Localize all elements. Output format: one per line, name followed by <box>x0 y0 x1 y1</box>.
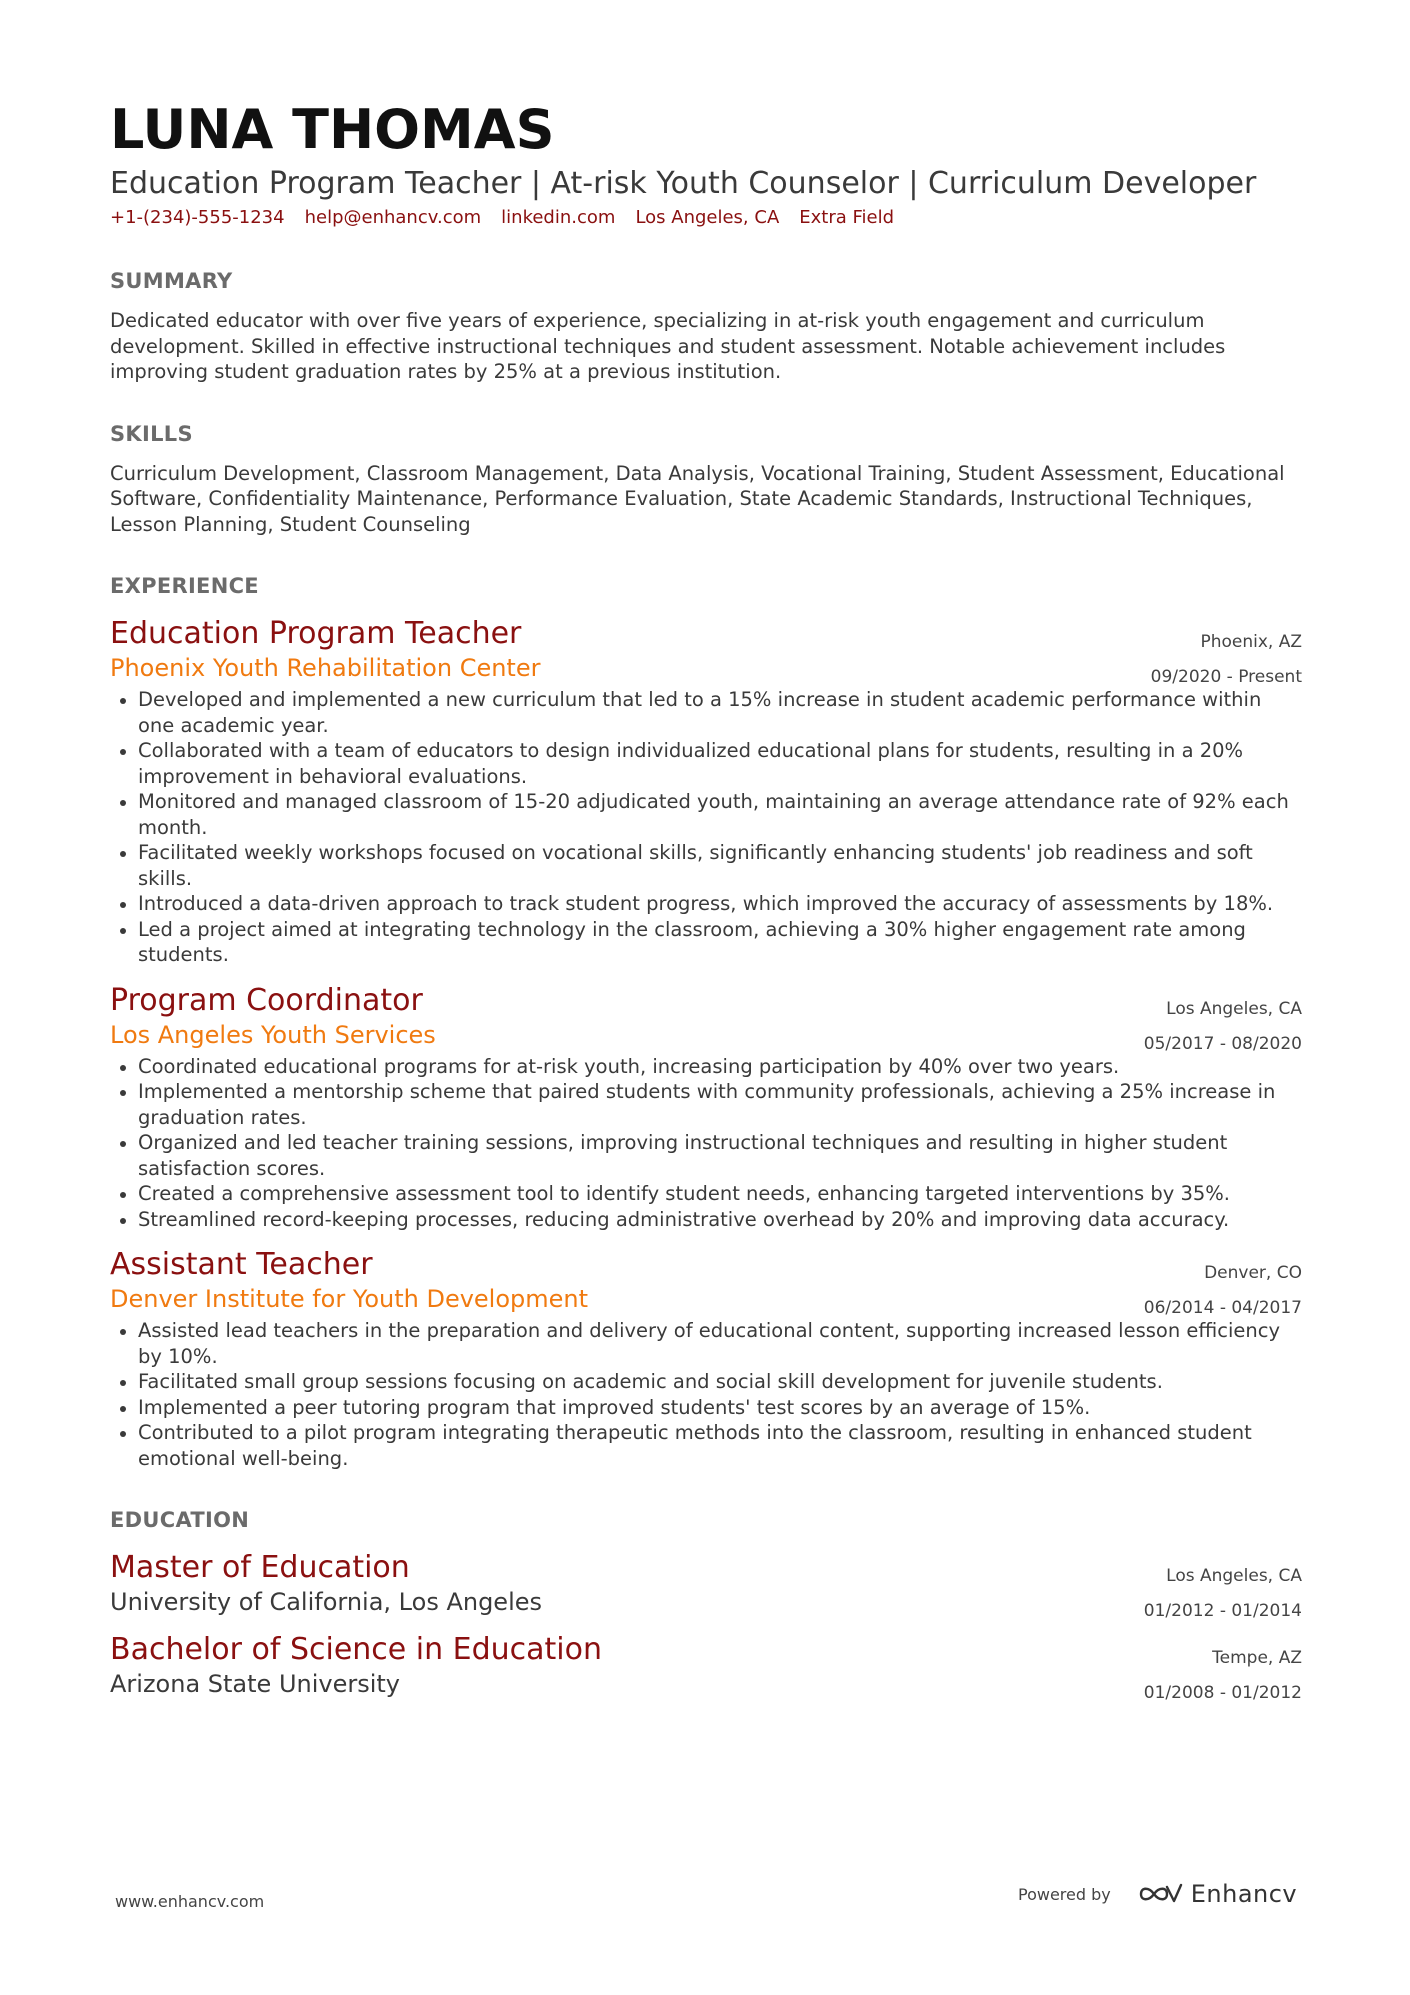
summary-text: Dedicated educator with over five years of experience, specializing in at-risk youth engagement and curriculum development. Skilled in effective instructional techniques and student assessment. Notable achievement includes improving student graduation rates by 25% at a previous institution. <box>110 309 1226 383</box>
job-company: Phoenix Youth Rehabilitation Center <box>110 654 541 682</box>
experience-entry <box>110 982 1302 1233</box>
job-bullets <box>110 1318 1302 1471</box>
school-name: Arizona State University <box>110 1670 401 1698</box>
education-title: EDUCATION <box>110 1508 250 1532</box>
brand-name: Enhancv <box>1190 1880 1298 1908</box>
contact-extra: Extra Field <box>799 207 895 228</box>
job-dates: 05/2017 - 08/2020 <box>1143 1033 1302 1054</box>
skills-title: SKILLS <box>110 421 193 446</box>
job-title: Education Program Teacher <box>110 616 522 651</box>
list-item: Created a comprehensive assessment tool to identify student needs, enhancing targeted interventions by 35%. <box>138 1181 1302 1207</box>
education-meta <box>1144 1559 1302 1629</box>
degree-title: Bachelor of Science in Education <box>110 1632 603 1667</box>
headline: Education Program Teacher | At-risk Youth Counselor | Curriculum Developer <box>110 166 1257 201</box>
skills-text: Curriculum Development, Classroom Management, Data Analysis, Vocational Training, Student Assessment, Educational Software, Confidentiality Maintenance, Performance Evaluation, State Academic Standards, Instructional Techniques, Lesson Planning, Student Counseling <box>110 461 1285 536</box>
experience-entry <box>110 615 1302 968</box>
footer-branding <box>1018 1880 1297 1908</box>
contact-phone[interactable]: +1-(234)-555-1234 <box>110 207 285 228</box>
education-dates: 01/2012 - 01/2014 <box>1143 1601 1302 1621</box>
job-meta <box>1151 625 1302 695</box>
resume-page <box>110 96 1302 1703</box>
job-location: Denver, CO <box>1204 1263 1302 1283</box>
contact-location: Los Angeles, CA <box>635 207 780 228</box>
enhancv-logo[interactable] <box>1137 1880 1297 1908</box>
list-item: Introduced a data-driven approach to track student progress, which improved the accuracy of assessments by 18%. <box>138 891 1302 917</box>
education-dates: 01/2008 - 01/2012 <box>1143 1683 1302 1703</box>
powered-by-label: Powered by <box>1018 1884 1111 1904</box>
candidate-name: LUNA THOMAS <box>110 98 555 161</box>
list-item: Contributed to a pilot program integrating therapeutic methods into the classroom, resulting in enhanced student emotional well-being. <box>138 1420 1302 1471</box>
job-location: Phoenix, AZ <box>1200 632 1302 652</box>
list-item: Streamlined record-keeping processes, reducing administrative overhead by 20% and improving data accuracy. <box>138 1207 1302 1233</box>
list-item: Coordinated educational programs for at-risk youth, increasing participation by 40% over two years. <box>138 1054 1302 1080</box>
list-item: Implemented a mentorship scheme that paired students with community professionals, achieving a 25% increase in graduation rates. <box>138 1079 1302 1130</box>
education-location: Tempe, AZ <box>1212 1648 1302 1668</box>
school-name: University of California, Los Angeles <box>110 1588 543 1616</box>
job-company: Denver Institute for Youth Development <box>110 1285 589 1313</box>
education-meta <box>1144 1641 1302 1711</box>
education-location: Los Angeles, CA <box>1166 1566 1302 1586</box>
job-location: Los Angeles, CA <box>1166 998 1302 1019</box>
contact-email[interactable]: help@enhancv.com <box>304 207 482 228</box>
list-item: Organized and led teacher training sessions, improving instructional techniques and resulting in higher student satisfaction scores. <box>138 1130 1302 1181</box>
list-item: Developed and implemented a new curriculum that led to a 15% increase in student academic performance within one academic year. <box>138 687 1302 738</box>
list-item: Collaborated with a team of educators to design individualized educational plans for students, resulting in a 20% improvement in behavioral evaluations. <box>138 738 1302 789</box>
list-item: Led a project aimed at integrating technology in the classroom, achieving a 30% higher engagement rate among students. <box>138 917 1302 968</box>
job-dates: 06/2014 - 04/2017 <box>1143 1298 1302 1318</box>
enhancv-logo-icon <box>1137 1881 1183 1907</box>
job-title: Assistant Teacher <box>110 1247 373 1282</box>
job-dates: 09/2020 - Present <box>1150 667 1302 687</box>
degree-title: Master of Education <box>110 1550 410 1585</box>
list-item: Implemented a peer tutoring program that improved students' test scores by an average of 15%. <box>138 1395 1302 1421</box>
list-item: Facilitated small group sessions focusing on academic and social skill development for juvenile students. <box>138 1369 1302 1395</box>
list-item: Monitored and managed classroom of 15-20 adjudicated youth, maintaining an average attendance rate of 92% each month. <box>138 789 1302 840</box>
experience-entry <box>110 1246 1302 1471</box>
job-bullets <box>110 687 1302 968</box>
summary-title: SUMMARY <box>110 269 233 293</box>
contact-bar <box>110 204 1302 232</box>
job-title: Program Coordinator <box>110 982 423 1018</box>
job-company: Los Angeles Youth Services <box>110 1020 436 1049</box>
job-bullets <box>110 1054 1302 1233</box>
footer-website[interactable]: www.enhancv.com <box>115 1892 265 1911</box>
contact-linkedin[interactable]: linkedin.com <box>501 207 616 228</box>
job-meta <box>1144 1256 1302 1326</box>
education-entry <box>110 1549 1302 1621</box>
experience-title: EXPERIENCE <box>110 574 259 598</box>
list-item: Facilitated weekly workshops focused on vocational skills, significantly enhancing students' job readiness and soft skills. <box>138 840 1302 891</box>
education-entry <box>110 1631 1302 1703</box>
job-meta <box>1144 992 1302 1062</box>
list-item: Assisted lead teachers in the preparation and delivery of educational content, supporting increased lesson efficiency by 10%. <box>138 1318 1302 1369</box>
